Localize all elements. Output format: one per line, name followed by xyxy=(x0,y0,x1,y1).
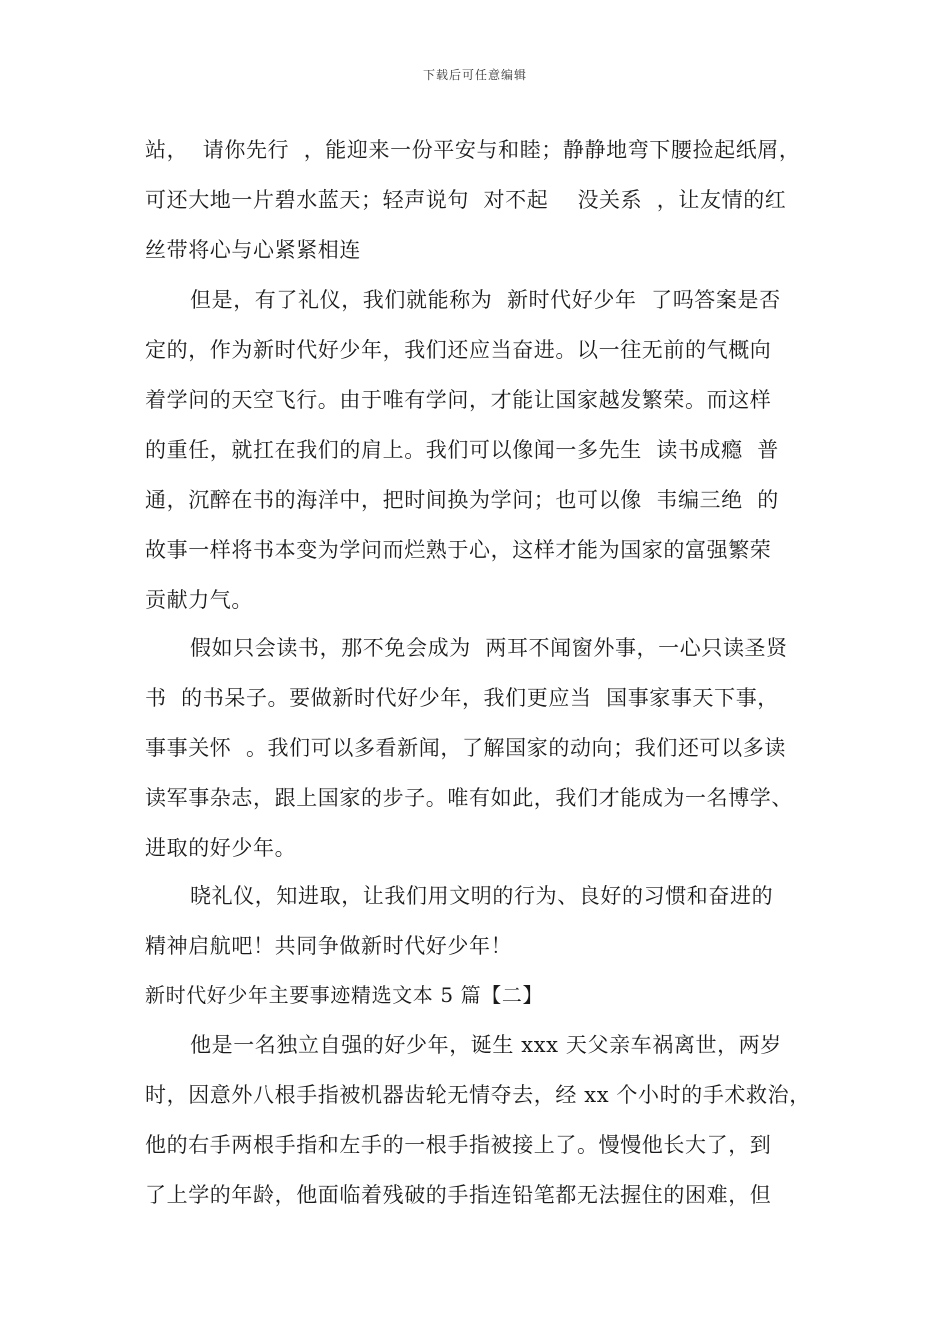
text-line: 书 的书呆子。要做新时代好少年，我们更应当 国事家事天下事， xyxy=(145,686,779,710)
text-line: 事事关怀 。我们可以多看新闻，了解国家的动向；我们还可以多读 xyxy=(145,736,786,760)
text-line: 的重任，就扛在我们的肩上。我们可以像闻一多先生 读书成瘾 普 xyxy=(145,438,779,462)
paragraph-first-line: 但是，有了礼仪，我们就能称为 新时代好少年 了吗答案是否 xyxy=(190,288,781,312)
text-line: 可还大地一片碧水蓝天；轻声说句 对不起 没关系 ，让友情的红 xyxy=(145,188,787,212)
text-line: 通，沉醉在书的海洋中，把时间换为学问；也可以像 韦编三绝 的 xyxy=(145,488,779,512)
text-line: 着学问的天空飞行。由于唯有学问，才能让国家越发繁荣。而这样 xyxy=(145,388,772,412)
paragraph-first-line: 他是一名独立自强的好少年，诞生 xxx 天父亲车祸离世，两岁 xyxy=(190,1033,782,1057)
text-line: 时，因意外八根手指被机器齿轮无情夺去，经 xx 个小时的手术救治， xyxy=(145,1083,811,1107)
text-line: 定的，作为新时代好少年，我们还应当奋进。以一往无前的气概向 xyxy=(145,338,772,362)
text-line: 他的右手两根手指和左手的一根手指被接上了。慢慢他长大了，到 xyxy=(145,1133,772,1157)
page-header: 下载后可任意编辑 xyxy=(422,68,527,82)
text-line: 精神启航吧！共同争做新时代好少年！ xyxy=(145,934,513,958)
paragraph-first-line: 晓礼仪，知进取，让我们用文明的行为、良好的习惯和奋进的 xyxy=(190,884,774,908)
text-line: 故事一样将书本变为学问而烂熟于心，这样才能为国家的富强繁荣 xyxy=(145,538,772,562)
text-line: 丝带将心与心紧紧相连 xyxy=(145,238,361,262)
text-line: 站， 请你先行 ，能迎来一份平安与和睦；静静地弯下腰捡起纸屑， xyxy=(145,138,801,162)
text-line: 读军事杂志，跟上国家的步子。唯有如此，我们才能成为一名博学、 xyxy=(145,786,793,810)
text-line: 了上学的年龄，他面临着残破的手指连铅笔都无法握住的困难，但 xyxy=(145,1183,772,1207)
text-line: 贡献力气。 xyxy=(145,588,253,612)
text-line: 进取的好少年。 xyxy=(145,836,297,860)
paragraph-first-line: 假如只会读书，那不免会成为 两耳不闻窗外事，一心只读圣贤 xyxy=(190,636,788,660)
section-heading: 新时代好少年主要事迹精选文本 5 篇【二】 xyxy=(145,983,544,1007)
